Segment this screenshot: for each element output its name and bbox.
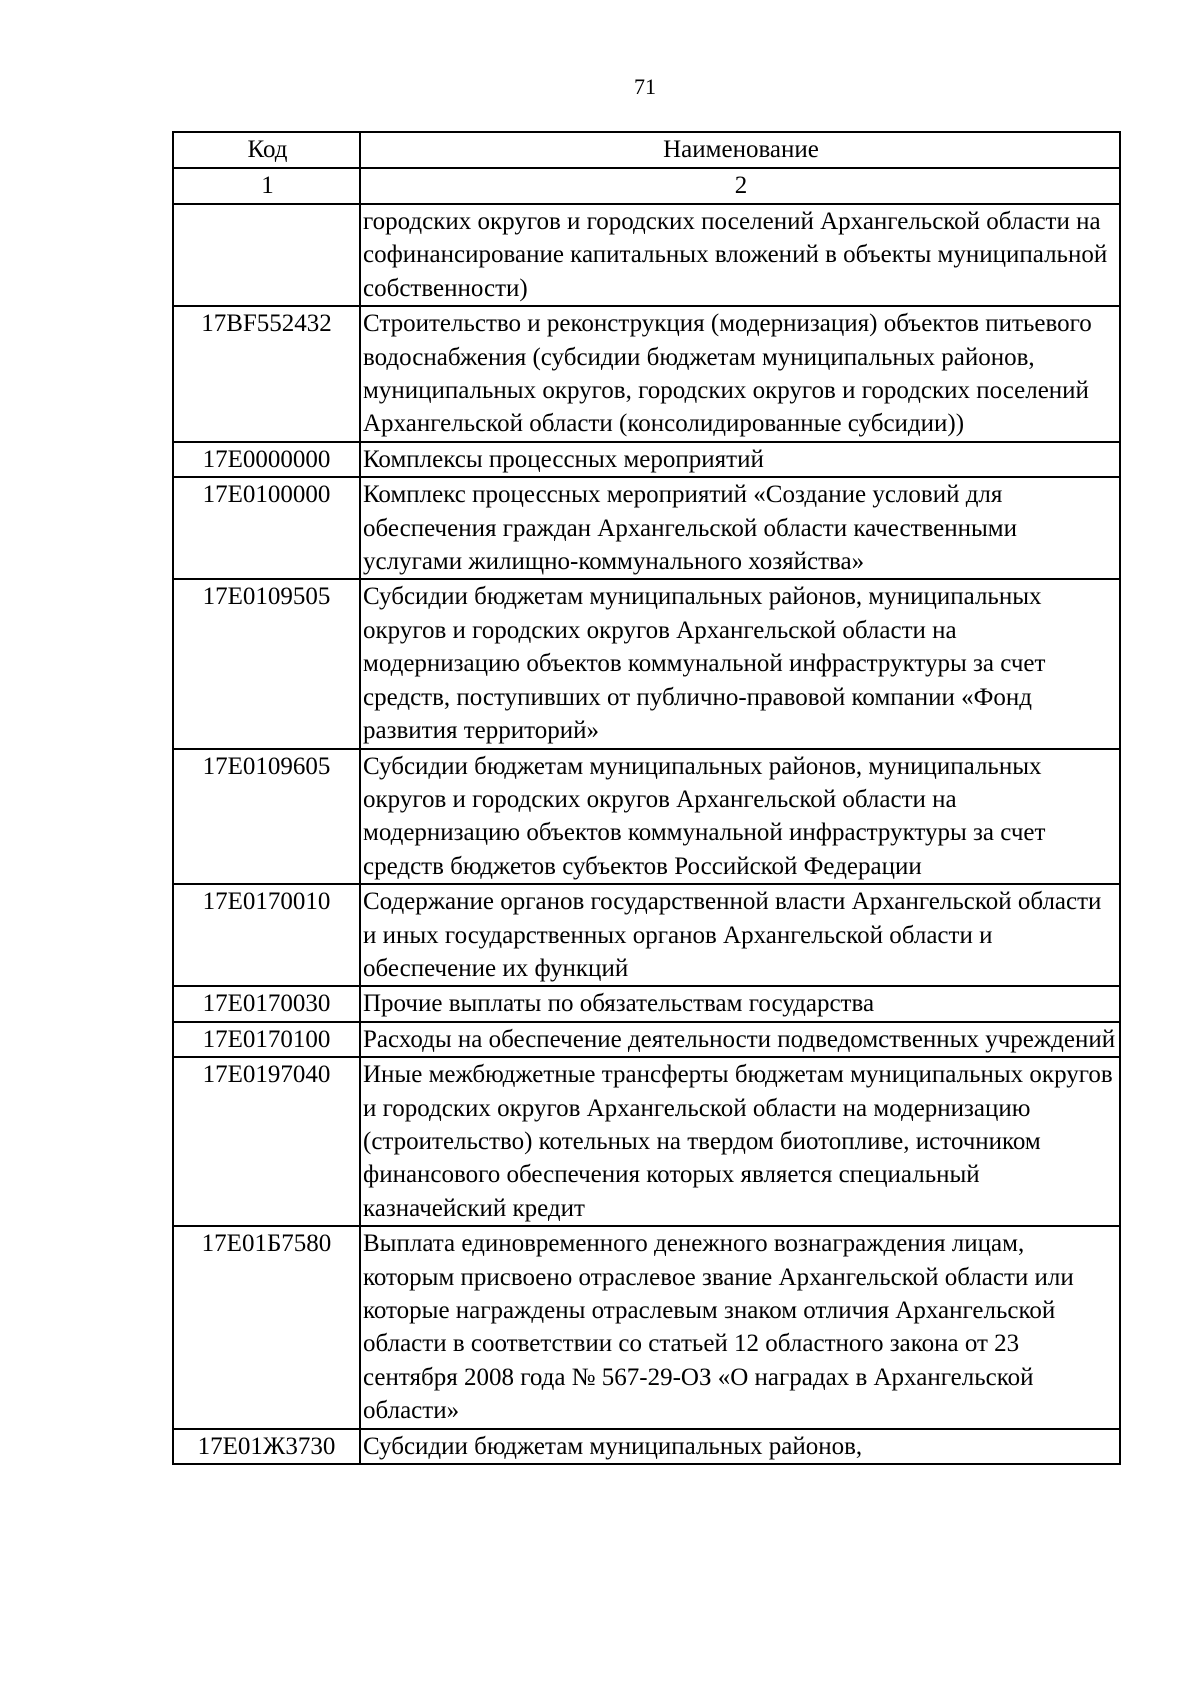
row-code: 17Е0197040: [173, 1057, 360, 1226]
row-name: Содержание органов государственной власти Архангельской области и иных государственных органов Архангельской области и обеспечение их функций: [360, 884, 1120, 986]
column-numbers-row: [173, 168, 1120, 204]
table-row: [173, 306, 1120, 442]
row-code: 17Е0100000: [173, 477, 360, 579]
table-row: [173, 204, 1120, 306]
row-name: городских округов и городских поселений Архангельской области на софинансирование капитальных вложений в объекты муниципальной собственности): [360, 204, 1120, 306]
column-number-code: 1: [173, 168, 360, 204]
row-code: 17Е0170010: [173, 884, 360, 986]
table-row: [173, 1057, 1120, 1226]
row-code: 17Е0109505: [173, 579, 360, 748]
column-number-name: 2: [360, 168, 1120, 204]
table-row: [173, 986, 1120, 1021]
row-name: Комплексы процессных мероприятий: [360, 442, 1120, 477]
row-name: Расходы на обеспечение деятельности подведомственных учреждений: [360, 1022, 1120, 1057]
row-code: [173, 204, 360, 306]
row-name: Субсидии бюджетам муниципальных районов,: [360, 1429, 1120, 1464]
row-code: 17Е0170030: [173, 986, 360, 1021]
row-code: 17Е0109605: [173, 749, 360, 885]
row-name: Иные межбюджетные трансферты бюджетам муниципальных округов и городских округов Архангельской области на модернизацию (строительство) котельных на твердом биотопливе, источником финансового обеспечения которых является специальный казначейский кредит: [360, 1057, 1120, 1226]
row-code: 17Е01Б7580: [173, 1226, 360, 1428]
row-code: 17Е01Ж3730: [173, 1429, 360, 1464]
row-code: 17Е0170100: [173, 1022, 360, 1057]
row-name: Субсидии бюджетам муниципальных районов, муниципальных округов и городских округов Архангельской области на модернизацию объектов коммунальной инфраструктуры за счет средств, поступивших от публично-правовой компании «Фонд развития территорий»: [360, 579, 1120, 748]
row-name: Комплекс процессных мероприятий «Создание условий для обеспечения граждан Архангельской области качественными услугами жилищно-коммунального хозяйства»: [360, 477, 1120, 579]
page-number: 71: [634, 74, 656, 99]
budget-codes-table: [172, 131, 1121, 1465]
table-row: [173, 1429, 1120, 1464]
row-name: Строительство и реконструкция (модернизация) объектов питьевого водоснабжения (субсидии бюджетам муниципальных районов, муниципальных округов, городских округов и городских поселений Архангельской области (консолидированные субсидии)): [360, 306, 1120, 442]
table-row: [173, 477, 1120, 579]
row-name: Прочие выплаты по обязательствам государства: [360, 986, 1120, 1021]
row-name: Субсидии бюджетам муниципальных районов, муниципальных округов и городских округов Архангельской области на модернизацию объектов коммунальной инфраструктуры за счет средств бюджетов субъектов Российской Федерации: [360, 749, 1120, 885]
row-code: 17Е0000000: [173, 442, 360, 477]
row-name: Выплата единовременного денежного вознаграждения лицам, которым присвоено отраслевое звание Архангельской области или которые награждены отраслевым знаком отличия Архангельской области в соответствии со статьей 12 областного закона от 23 сентября 2008 года № 567-29-ОЗ «О наградах в Архангельской области»: [360, 1226, 1120, 1428]
table-header-row: [173, 132, 1120, 168]
table-row: [173, 442, 1120, 477]
header-code: Код: [173, 132, 360, 168]
table-row: [173, 1226, 1120, 1428]
row-code: 17BF552432: [173, 306, 360, 442]
header-name: Наименование: [360, 132, 1120, 168]
table-row: [173, 579, 1120, 748]
table-row: [173, 749, 1120, 885]
table-row: [173, 884, 1120, 986]
table-row: [173, 1022, 1120, 1057]
